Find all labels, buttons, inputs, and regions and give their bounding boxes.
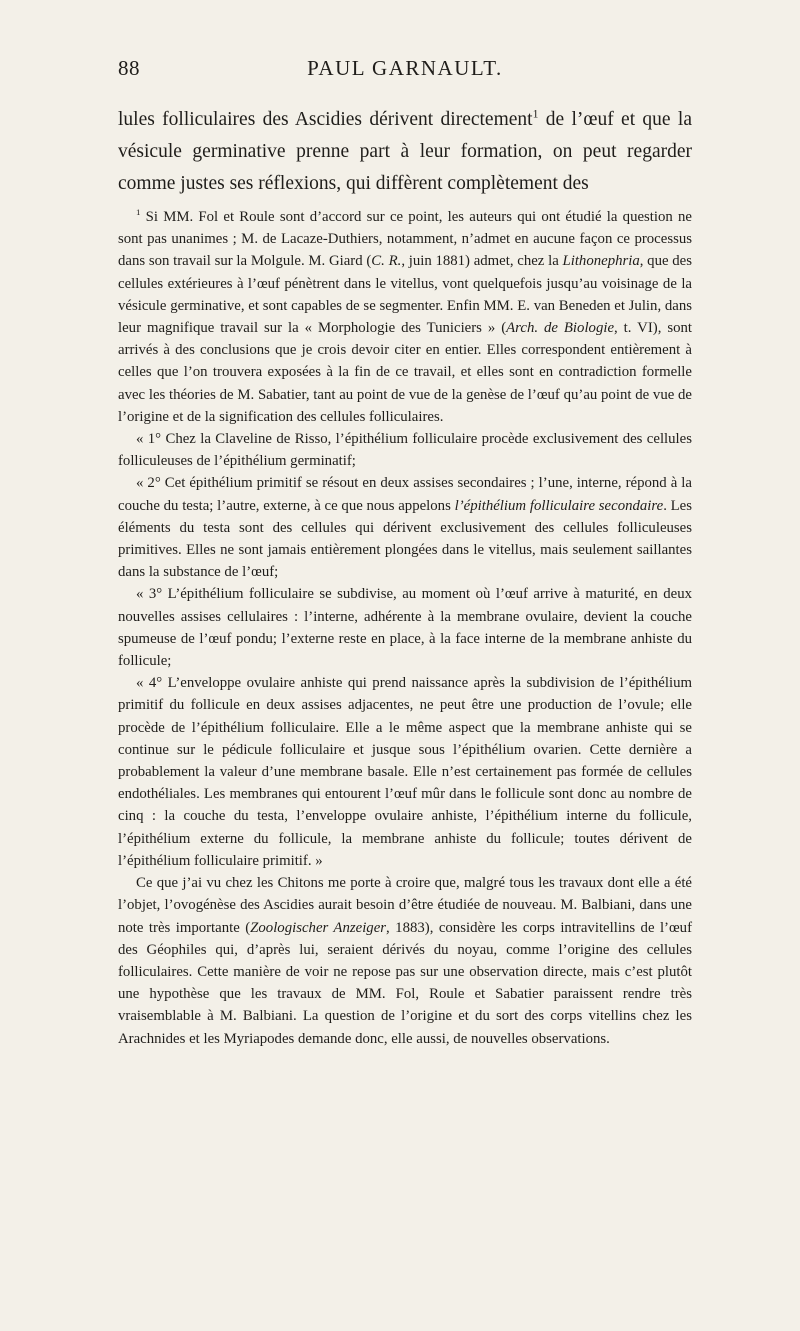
main-text-part-2: de l’œuf et que la vésicule germinative prenne part à leur formation, on peut regarder comme justes ses réflexions, qui diffèrent complètement des [118, 109, 692, 194]
main-text [118, 104, 692, 200]
footnote-paragraph-3 [118, 472, 692, 583]
footnote-text: Si MM. Fol et Roule sont d’accord sur ce point, les auteurs qui ont étudié la question ne sont pas unanimes ; M. de Lacaze-Duthiers, notamment, n’admet en aucune façon ce processus dans son travail sur la Molgule. M. Giard ( [118, 209, 692, 270]
page-number: 88 [118, 56, 140, 80]
footnote-paragraph-5: « 4° L’enveloppe ovulaire anhiste qui prend naissance après la subdivision de l’épithélium primitif du follicule en deux assises adjacentes, ne peut être une production de l’ovule; elle procède de l’épithélium folliculaire. Elle a le même aspect que la membrane anhiste qui se continue sur le pédicule folliculaire et jusque sous l’épithélium ovarien. Cette dernière a probablement la valeur d’une membrane basale. Elle n’est certainement pas formée de cellules endothéliales. Les membranes qui entourent l’œuf mûr dans le follicule sont donc au nombre de cinq : la couche du testa, l’enveloppe ovulaire anhiste, l’épithélium interne du follicule, l’épithélium externe du follicule, la membrane anhiste du follicule; toutes dérivent de l’épithélium folliculaire primitif. » [118, 675, 692, 869]
citation-cr: C. R. [371, 253, 402, 270]
citation-arch-biologie: Arch. de Biologie [506, 320, 615, 337]
footnote-paragraph-2: « 1° Chez la Claveline de Risso, l’épithélium folliculaire procède exclusivement des cellules folliculeuses de l’épithélium germinatif; [118, 431, 692, 470]
page-header [118, 56, 692, 90]
taxon-lithonephria: Lithonephria [562, 253, 640, 270]
footnote-text: « 2° Cet épithélium primitif se résout en deux assises secondaires ; l’une, interne, répond à la couche du testa; l’autre, externe, à ce que nous appelons [118, 475, 692, 514]
footnote-paragraph-4: « 3° L’épithélium folliculaire se subdivise, au moment où l’œuf arrive à maturité, en deux nouvelles assises cellulaires : l’interne, adhérente à la membrane ovulaire, devient la couche spumeuse de l’œuf pondu; l’externe reste en place, à la face interne de la membrane anhiste du follicule; [118, 586, 692, 670]
footnote-text: Ce que j’ai vu chez les Chitons me porte à croire que, malgré tous les travaux dont elle a été l’objet, l’ovogénèse des Ascidies aurait besoin d’être étudiée de nouveau. M. Balbiani, dans une note très importante ( [118, 875, 692, 936]
footnote-paragraph-1 [118, 206, 692, 428]
footnote-reference[interactable]: 1 [532, 107, 539, 121]
citation-zoologischer-anzeiger: Zoologischer Anzeiger [250, 919, 387, 936]
footnote-paragraph-6 [118, 872, 692, 1050]
footnote-marker: 1 [136, 207, 141, 218]
footnote-text: , 1883), considère les corps intravitellins de l’œuf des Géophiles qui, d’après lui, seraient dérivés du noyau, comme l’origine des cellules folliculaires. Cette manière de voir ne repose pas sur une observation directe, mais c’est plutôt une hypothèse que les travaux de MM. Fol, Roule et Sabatier paraissent rendre très vraisemblable à M. Balbiani. La question de l’origine et du sort des corps vitellins chez les Arachnides et les Myriapodes demande donc, elle aussi, de nouvelles observations. [118, 919, 692, 1047]
running-head: PAUL GARNAULT. [307, 56, 503, 80]
footnote-text: . Les éléments du testa sont des cellules qui dérivent exclusivement des cellules folliculeuses primitives. Elles ne sont jamais entièrement plongées dans le vitellus, mais seulement saillantes dans la substance de l’œuf; [118, 497, 693, 581]
footnote-text: , juin 1881) admet, chez la [401, 253, 563, 270]
main-text-part-1: lules folliculaires des Ascidies dérivent directement [118, 109, 533, 130]
term-epithelium-folliculaire-secondaire: l’épithélium folliculaire secondaire [454, 497, 664, 514]
footnote [118, 206, 692, 1050]
footnote-text: , que des cellules extérieures à l’œuf pénètrent dans le vitellus, vont quelquefois jusqu’au voisinage de la vésicule germinative, et sont capables de se segmenter. Enfin MM. E. van Beneden et Julin, dans leur magnifique travail sur la « Morphologie des Tuniciers » ( [118, 253, 692, 337]
footnote-text: , t. VI), sont arrivés à des conclusions que je crois devoir citer en entier. Elles correspondent entièrement à celles que l’on trouvera exposées à la fin de ce travail, et elles sont en contradiction formelle avec les théories de M. Sabatier, tant au point de vue de la genèse de l’œuf qu’au point de vue de l’origine et de la signification des cellules folliculaires. [118, 320, 692, 425]
